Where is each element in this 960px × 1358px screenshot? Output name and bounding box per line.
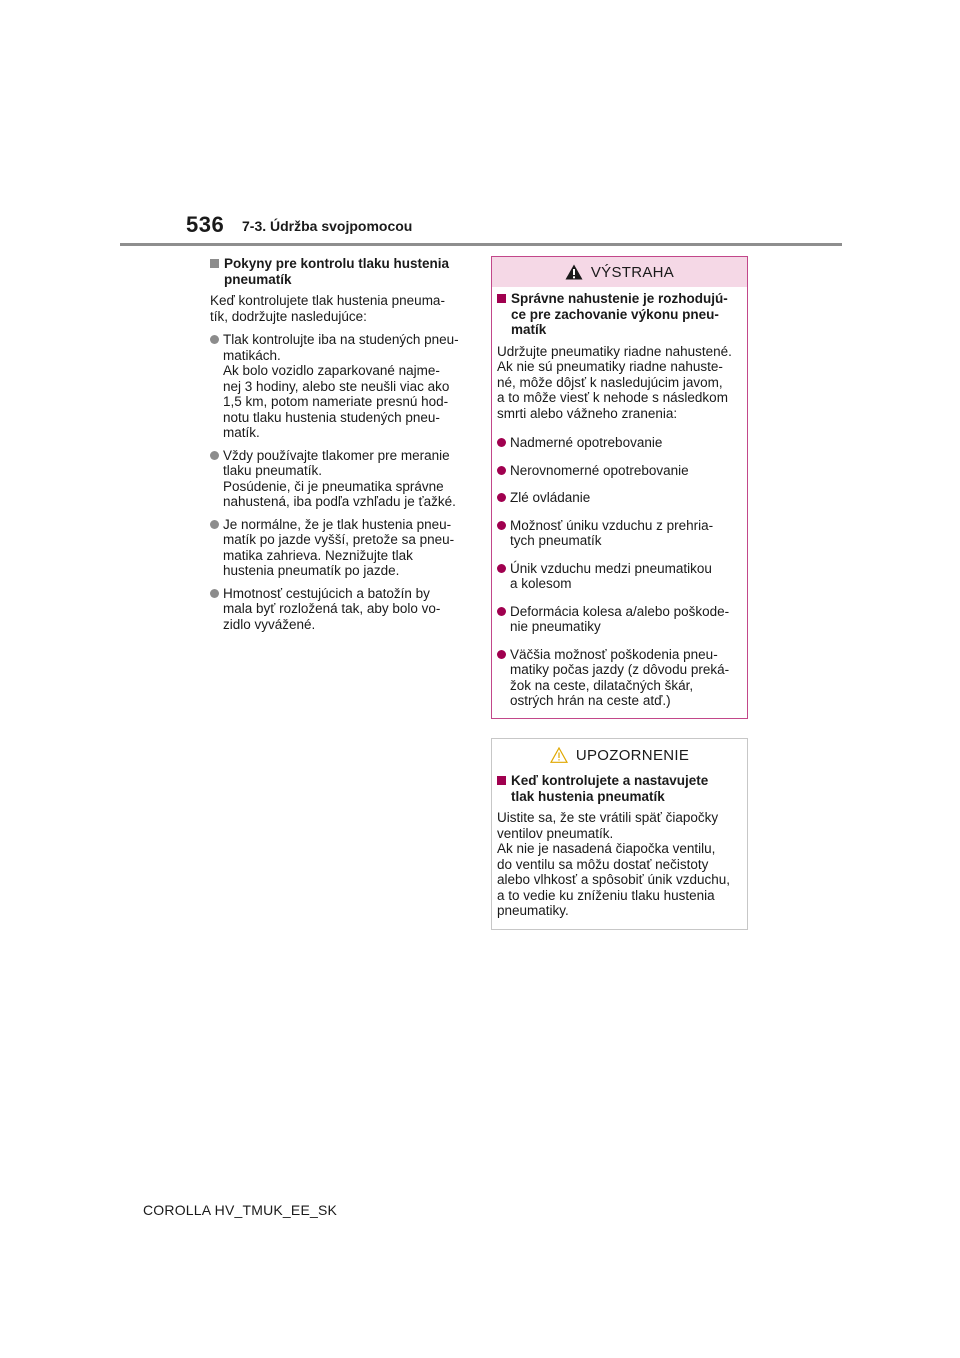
notice-header <box>492 740 747 770</box>
list-item <box>497 435 743 451</box>
item-line: Nerovnomerné opotrebovanie <box>510 462 689 478</box>
intro-line: Keď kontrolujete tlak hustenia pneuma- <box>210 293 445 308</box>
body-line: alebo vlhkosť a spôsobiť únik vzduchu, <box>497 872 731 887</box>
item-line: 1,5 km, potom nameriate presnú hod- <box>223 394 449 409</box>
warning-intro <box>497 344 743 422</box>
notice-box <box>491 738 748 930</box>
item-line: Posúdenie, či je pneumatika správne <box>223 478 444 494</box>
warning-label: VÝSTRAHA <box>590 263 675 281</box>
intro-line: tík, dodržujte nasledujúce: <box>210 308 367 324</box>
intro-paragraph <box>210 293 468 324</box>
item-line: Možnosť úniku vzduchu z prehria- <box>510 517 714 533</box>
item-line: ostrých hrán na ceste atď.) <box>510 693 671 708</box>
intro-line: Ak nie sú pneumatiky riadne nahuste- <box>497 359 723 374</box>
list-item <box>210 332 468 441</box>
intro-line: a to môže viesť k nehode s následkom <box>497 390 728 405</box>
item-line: Nadmerné opotrebovanie <box>510 435 663 450</box>
heading-line: Keď kontrolujete a nastavujete <box>511 773 709 788</box>
notice-label: UPOZORNENIE <box>575 746 690 764</box>
item-line: a kolesom <box>510 576 572 591</box>
intro-line: né, môže dôjsť k nasledujúcim javom, <box>497 374 723 390</box>
notice-body <box>497 810 743 919</box>
body-line: ventilov pneumatík. <box>497 825 614 841</box>
item-line: Väčšia možnosť poškodenia pneu- <box>510 646 718 662</box>
list-item <box>210 517 468 579</box>
intro-line: Udržujte pneumatiky riadne nahustené. <box>497 343 732 359</box>
heading-line: matík <box>511 322 547 337</box>
item-line: Tlak kontrolujte iba na studených pneu- <box>223 332 459 347</box>
item-line: matík po jazde vyšší, pretože sa pneu- <box>223 532 455 547</box>
round-bullet-icon <box>497 438 506 447</box>
list-item <box>497 604 743 635</box>
body-line: Ak nie je nasadená čiapočka ventilu, <box>497 841 716 856</box>
item-line: Deformácia kolesa a/alebo poškode- <box>510 603 730 619</box>
list-item <box>497 647 743 709</box>
item-line: matiky počas jazdy (z dôvodu preká- <box>510 662 730 677</box>
item-line: tlaku pneumatík. <box>223 463 323 478</box>
heading-line: tlak hustenia pneumatík <box>511 788 665 804</box>
heading-line: Správne nahustenie je rozhodujú- <box>511 291 728 306</box>
round-bullet-icon <box>210 520 219 529</box>
caution-triangle-icon <box>550 747 568 763</box>
document-id: COROLLA HV_TMUK_EE_SK <box>143 1202 338 1218</box>
tire-pressure-heading <box>210 256 468 287</box>
body-line: Uistite sa, že ste vrátili späť čiapočky <box>497 810 719 825</box>
page-number: 536 <box>186 212 225 237</box>
list-item <box>497 518 743 549</box>
item-line: Vždy používajte tlakomer pre meranie <box>223 447 450 463</box>
warning-box <box>491 256 748 719</box>
section-title: 7-3. Údržba svojpomocou <box>242 218 413 234</box>
body-line: do ventilu sa môžu dostať nečistoty <box>497 856 709 872</box>
item-line: matík. <box>223 425 260 440</box>
item-line: matikách. <box>223 347 281 363</box>
list-item <box>497 561 743 592</box>
warning-triangle-icon <box>565 264 583 280</box>
item-line: Ak bolo vozidlo zaparkované najme- <box>223 363 440 378</box>
list-item <box>210 586 468 633</box>
item-line: žok na ceste, dilatačných škár, <box>510 677 694 693</box>
list-item <box>497 490 743 506</box>
round-bullet-icon <box>210 451 219 460</box>
round-bullet-icon <box>497 564 506 573</box>
item-line: matika zahrieva. Neznižujte tlak <box>223 547 413 563</box>
item-line: Zlé ovládanie <box>510 490 591 505</box>
heading-line: pneumatík <box>224 271 292 287</box>
square-bullet-icon <box>497 776 506 785</box>
heading-line: Pokyny pre kontrolu tlaku hustenia <box>224 256 450 271</box>
item-line: nahustená, iba podľa vzhľadu je ťažké. <box>223 494 456 509</box>
round-bullet-icon <box>210 589 219 598</box>
item-line: hustenia pneumatík po jazde. <box>223 563 400 578</box>
item-line: Je normálne, že je tlak hustenia pneu- <box>223 516 452 532</box>
item-line: nie pneumatiky <box>510 619 601 634</box>
round-bullet-icon <box>497 493 506 502</box>
list-item <box>210 448 468 510</box>
item-line: zidlo vyvážené. <box>223 616 316 632</box>
body-line: a to vedie ku zníženiu tlaku hustenia <box>497 887 715 903</box>
intro-line: smrti alebo vážneho zranenia: <box>497 405 678 421</box>
item-line: Únik vzduchu medzi pneumatikou <box>510 560 712 576</box>
round-bullet-icon <box>497 650 506 659</box>
round-bullet-icon <box>497 466 506 475</box>
item-line: tych pneumatík <box>510 533 602 548</box>
item-line: Hmotnosť cestujúcich a batožín by <box>223 585 430 601</box>
body-line: pneumatiky. <box>497 903 569 918</box>
warning-heading <box>497 291 743 338</box>
heading-line: ce pre zachovanie výkonu pneu- <box>511 306 719 322</box>
notice-heading <box>497 773 743 804</box>
round-bullet-icon <box>497 607 506 616</box>
warning-header <box>492 257 747 287</box>
round-bullet-icon <box>210 335 219 344</box>
left-column <box>210 256 468 639</box>
item-line: mala byť rozložená tak, aby bolo vo- <box>223 601 441 616</box>
list-item <box>497 463 743 479</box>
square-bullet-icon <box>210 259 219 268</box>
header-divider <box>120 243 842 246</box>
item-line: notu tlaku hustenia studených pneu- <box>223 409 440 425</box>
square-bullet-icon <box>497 294 506 303</box>
item-line: nej 3 hodiny, alebo ste neušli viac ako <box>223 378 450 394</box>
round-bullet-icon <box>497 521 506 530</box>
